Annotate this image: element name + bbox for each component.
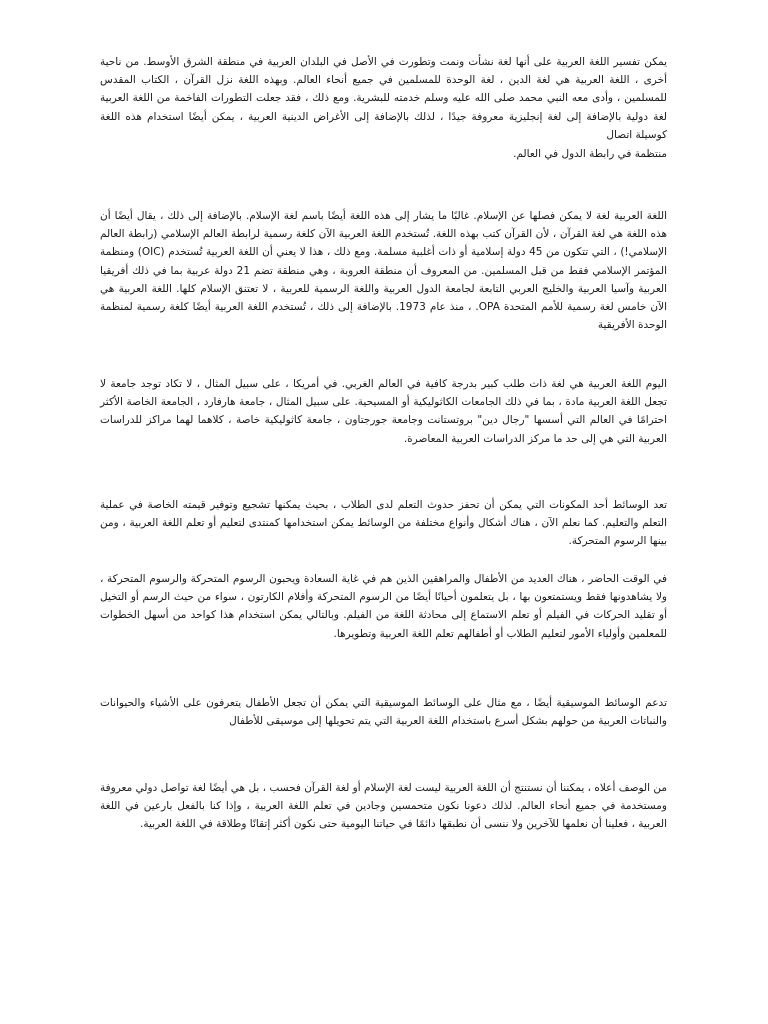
paragraph-intro-continuation: منتظمة في رابطة الدول في العالم.: [513, 148, 667, 160]
paragraph-animation: في الوقت الحاضر ، هناك العديد من الأطفال والمراهقين الذين هم في غاية السعادة ويحبون الرسوم المتحركة والرسوم المتحركة ، ولا يشاهدونها فقط ويستمتعون بها ، بل يتعلمون أحيانًا أيضًا من الرسوم المتحركة وأفلام الكارتون ، سواء من حيث الرسم أو التخيل أو تقليد الحركات في الفيلم أو تعلم الاستماع إلى محادثة اللغة من الفيلم. وبالتالي يمكن استخدام هذا كواحد من أسهل الخطوات للمعلمين وأولياء الأمور لتعليم الطلاب أو أطفالهم تعلم اللغة العربية وتطويرها.: [100, 573, 667, 640]
paragraph-conclusion: من الوصف أعلاه ، يمكننا أن نستنتج أن اللغة العربية ليست لغة الإسلام أو لغة القرآن فحسب ، بل هي أيضًا لغة تواصل دولي معروفة ومستخدمة في جميع أنحاء العالم. لذلك دعونا نكون متحمسين وجادين في تعلم اللغة العربية ، وإذا كنا بالفعل بارعين في اللغة العربية ، فعلينا أن نعلمها للآخرين ولا ننسى أن نطبقها دائمًا في حياتنا اليومية حتى نكون أكثر إتقانًا وطلاقة في اللغة العربية.: [100, 782, 667, 831]
paragraph-learning-media: تعد الوسائط أحد المكونات التي يمكن أن تحفز حدوث التعلم لدى الطلاب ، بحيث يمكنها تشجيع وتوفير قيمته الخاصة في عملية التعلم والتعليم. كما نعلم الآن ، هناك أشكال وأنواع مختلفة من الوسائط يمكن استخدامها كمنتدى لتعليم أو تعلم اللغة العربية ، ومن بينها الرسوم المتحركة.: [100, 499, 667, 548]
paragraph-intro: يمكن تفسير اللغة العربية على أنها لغة نشأت ونمت وتطورت في الأصل في البلدان العربية في منطقة الشرق الأوسط. من ناحية أخرى ، اللغة العربية هي لغة الدين ، لغة الوحدة للمسلمين في جميع أنحاء العالم. وبهذه اللغة نزل القرآن ، الكتاب المقدس للمسلمين ، وأدى معه النبي محمد صلى الله عليه وسلم خدمته للبشرية. ومع ذلك ، فقد جعلت التطورات الفاخمة من اللغة العربية لغة دولية بالإضافة إلى لغة إنجليزية معروفة جيدًا ، لذلك بالإضافة إلى الأغراض الدينية العربية ، يمكن أيضًا استخدام هذه اللغة كوسيلة اتصال: [100, 56, 667, 141]
paragraph-language-of-islam: اللغة العربية لغة لا يمكن فصلها عن الإسلام. غالبًا ما يشار إلى هذه اللغة أيضًا باسم لغة الإسلام. بالإضافة إلى ذلك ، يقال أيضًا أن هذه اللغة هي لغة القرآن ، لأن القرآن كتب بهذه اللغة. تُستخدم اللغة العربية الآن كلغة رسمية لرابطة العالم الإسلامي (رابطة العالم الإسلامي!) ، التي تتكون من 45 دولة إسلامية أو ذات أغلبية مسلمة. ومع ذلك ، هذا لا يعني أن اللغة العربية تُستخدم (OIC) ومنظمة المؤتمر الإسلامي فقط من قبل المسلمين. من المعروف أن منطقة العروبة ، وهي منطقة تضم 21 دولة عربية بما في ذلك أفريقيا العربية وآسيا العربية والخليج العربي التابعة لجامعة الدول العربية واللغة الرسمية للعربية ، لا تعتنق الإسلام كلها. اللغة العربية هي الآن خامس لغة رسمية للأمم المتحدة OPA. ، منذ عام 1973. بالإضافة إلى ذلك ، تُستخدم اللغة العربية أيضًا كلغة رسمية لمنظمة الوحدة الأفريقية: [100, 210, 667, 332]
document-page: [100, 0, 667, 1024]
paragraph-music-media: تدعم الوسائط الموسيقية أيضًا ، مع مثال على الوسائط الموسيقية التي يمكن أن تجعل الأطفال يتعرفون على الأشياء والحيوانات والنباتات العربية من حولهم بشكل أسرع باستخدام اللغة العربية التي يتم تحويلها إلى موسيقى للأطفال: [100, 697, 667, 728]
paragraph-western-demand: اليوم اللغة العربية هي لغة ذات طلب كبير بدرجة كافية في العالم الغربي. في أمريكا ، على سبيل المثال ، لا تكاد توجد جامعة لا تجعل اللغة العربية مادة ، بما في ذلك الجامعات الكاثوليكية أو المسيحية. على سبيل المثال ، جامعة هارفارد ، الجامعة الخاصة الأكثر احترامًا في العالم التي أسسها "رجال دين" بروتستانت وجامعة جورجتاون ، جامعة كاثوليكية خاصة ، كلاهما لهما مراكز للدراسات العربية التي هي إلى حد ما مركز الدراسات العربية المعاصرة.: [100, 378, 667, 445]
